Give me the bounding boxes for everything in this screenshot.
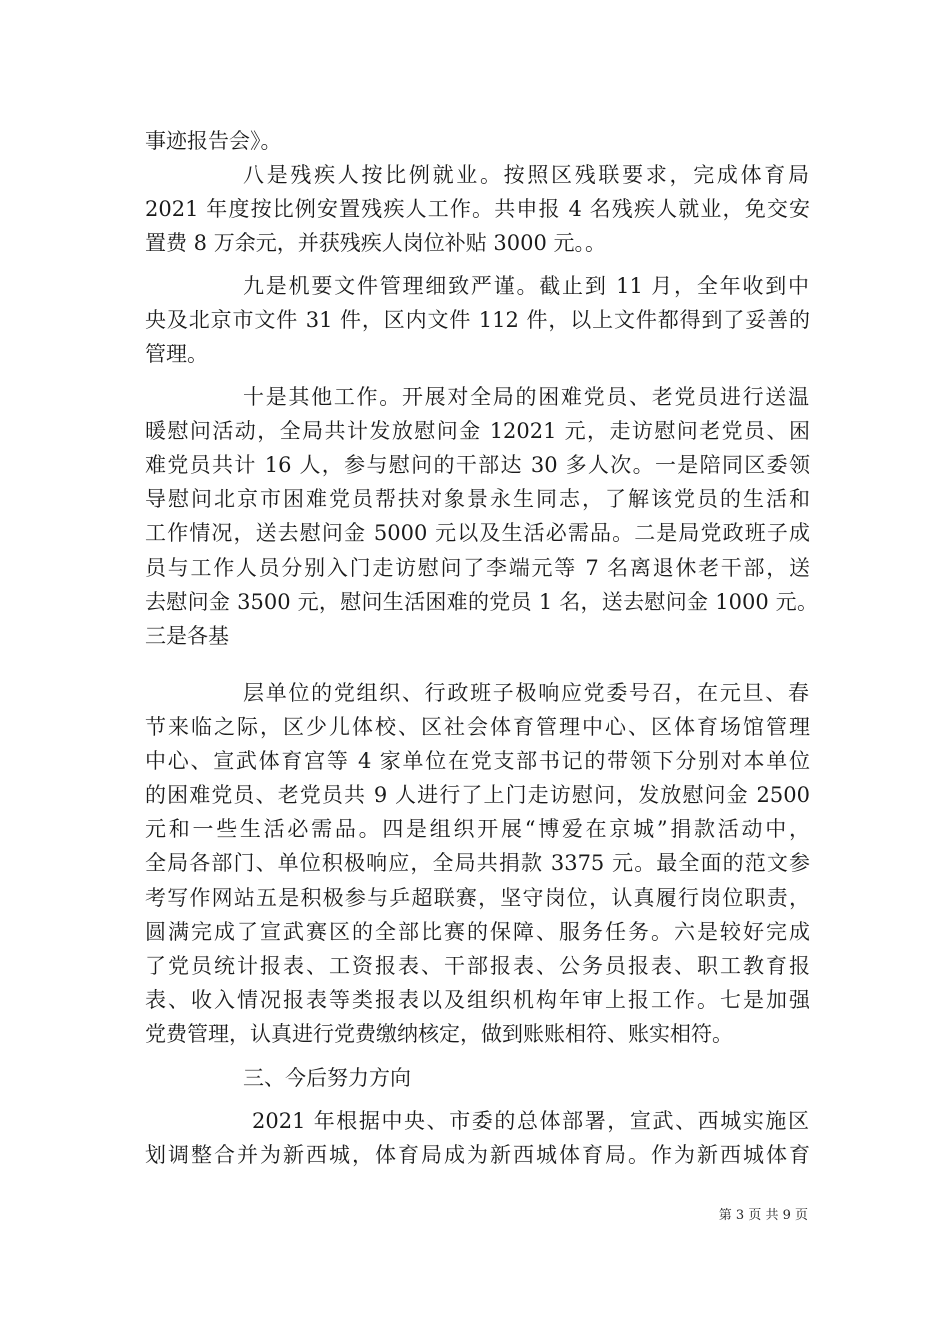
- text-line: 了党员统计报表、工资报表、干部报表、公务员报表、职工教育报: [145, 954, 810, 978]
- text-line: 划调整合并为新西城，体育局成为新西城体育局。作为新西城体育: [145, 1143, 810, 1167]
- text-line: 事迹报告会》。: [145, 129, 282, 153]
- text-line: 八是残疾人按比例就业。按照区残联要求，完成体育局: [243, 163, 809, 187]
- text-line: 十是其他工作。开展对全局的困难党员、老党员进行送温: [243, 385, 809, 409]
- text-line: 节来临之际，区少儿体校、区社会体育管理中心、区体育场馆管理: [145, 715, 810, 739]
- text-line: 央及北京市文件 31 件，区内文件 112 件，以上文件都得到了妥善的: [145, 308, 810, 332]
- text-line: 三是各基: [145, 624, 229, 648]
- text-line: 圆满完成了宣武赛区的全部比赛的保障、服务任务。六是较好完成: [145, 920, 810, 944]
- text-line: 的困难党员、老党员共 9 人进行了上门走访慰问，发放慰问金 2500: [145, 783, 810, 807]
- text-line: 全局各部门、单位积极响应，全局共捐款 3375 元。最全面的范文参: [145, 851, 810, 875]
- text-line: 九是机要文件管理细致严谨。截止到 11 月，全年收到中: [243, 274, 809, 298]
- text-line: 去慰问金 3500 元，慰问生活困难的党员 1 名，送去慰问金 1000 元。: [145, 590, 818, 614]
- text-line: 元和一些生活必需品。四是组织开展“博爱在京城”捐款活动中，: [145, 817, 810, 841]
- text-line: 工作情况，送去慰问金 5000 元以及生活必需品。二是局党政班子成: [145, 521, 810, 545]
- text-line: 员与工作人员分别入门走访慰问了李端元等 7 名离退休老干部，送: [145, 556, 810, 580]
- text-line: 2021 年根据中央、市委的总体部署，宣武、西城实施区: [252, 1109, 809, 1133]
- text-line: 2021 年度按比例安置残疾人工作。共申报 4 名残疾人就业，免交安: [145, 197, 810, 221]
- text-line: 表、收入情况报表等类报表以及组织机构年审上报工作。七是加强: [145, 988, 810, 1012]
- text-line: 层单位的党组织、行政班子极响应党委号召，在元旦、春: [243, 681, 809, 705]
- section-heading: 三、今后努力方向: [243, 1066, 411, 1090]
- text-line: 管理。: [145, 342, 208, 366]
- text-line: 置费 8 万余元，并获残疾人岗位补贴 3000 元。。: [145, 231, 607, 255]
- text-line: 难党员共计 16 人，参与慰问的干部达 30 多人次。一是陪同区委领: [145, 453, 810, 477]
- text-line: 考写作网站五是积极参与乒超联赛，坚守岗位，认真履行岗位职责，: [145, 886, 810, 910]
- text-line: 暖慰问活动，全局共计发放慰问金 12021 元，走访慰问老党员、困: [145, 419, 810, 443]
- text-line: 导慰问北京市困难党员帮扶对象景永生同志，了解该党员的生活和: [145, 487, 810, 511]
- page-number: 第 3 页 共 9 页: [718, 1208, 808, 1223]
- text-line: 中心、宣武体育宫等 4 家单位在党支部书记的带领下分别对本单位: [145, 749, 810, 773]
- text-line: 党费管理，认真进行党费缴纳核定，做到账账相符、账实相符。: [145, 1022, 733, 1046]
